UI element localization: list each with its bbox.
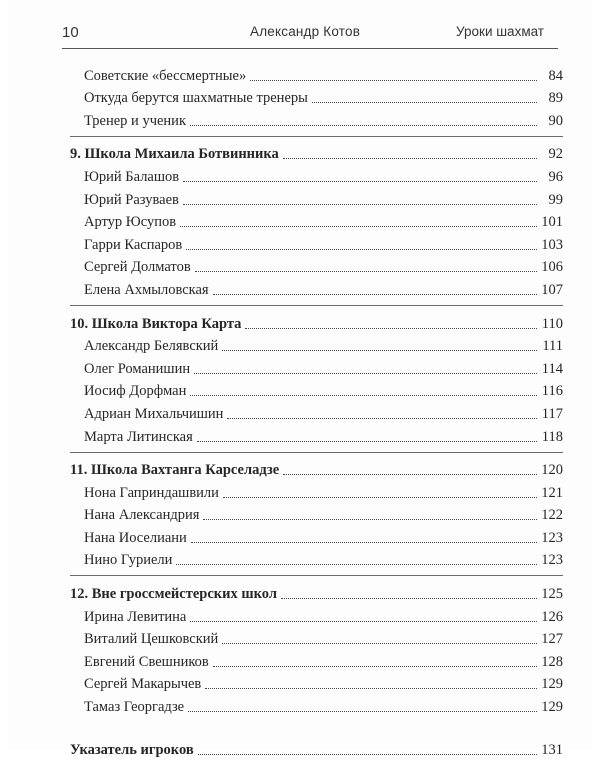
toc-entry-title: Гарри Каспаров [84,236,183,253]
dot-leader [176,564,537,565]
toc-index [70,735,563,758]
spacer [70,715,563,735]
toc-entry-title: Нана Александрия [84,507,200,524]
dot-leader [188,711,537,712]
header-book-title: Уроки шахмат [456,24,544,39]
toc-entry-title: Олег Романишин [84,360,191,377]
toc-entry-title: Советские «бессмертные» [84,67,247,84]
dot-leader [183,204,537,205]
toc-entry-page: 107 [541,281,563,298]
dot-leader [213,294,537,295]
toc-entry [70,185,563,208]
toc-entry-title: Елена Ахмыловская [84,281,209,298]
book-page [8,0,592,758]
toc-entry [70,162,563,185]
toc-entry [70,647,563,670]
toc-entry-title: Ирина Левитина [84,608,187,625]
dot-leader [222,350,537,351]
header-divider [62,48,558,49]
dot-leader [222,643,537,644]
toc-entry [70,692,563,715]
toc-entry [70,478,563,501]
toc-entry [70,106,563,129]
chapter-page: 120 [541,462,563,479]
index-page: 131 [541,741,563,758]
toc-entry-title: Иосиф Дорфман [84,383,187,400]
dot-leader [191,542,537,543]
toc-entry [70,501,563,524]
toc-entry [70,253,563,276]
toc-entry-page: 129 [541,676,563,693]
dot-leader [245,328,537,329]
dot-leader [195,271,537,272]
toc-entry-title: Юрий Разуваев [84,191,179,208]
toc-entry-page: 126 [541,608,563,625]
toc-entry-title: Нана Иоселиани [84,529,187,546]
toc-entry-page: 128 [541,653,563,670]
dot-leader [194,373,537,374]
dot-leader [203,519,537,520]
chapter-title: 11. Школа Вахтанга Карселадзе [70,462,280,479]
toc-entry-title: Юрий Балашов [84,168,180,185]
toc-entry-title: Тренер и ученик [84,112,186,129]
toc-entry-page: 101 [541,214,563,231]
toc-entry-title: Сергей Долматов [84,259,191,276]
toc-entry-title: Александр Белявский [84,338,219,355]
running-header [8,24,592,44]
toc-entry [70,399,563,422]
toc-entry-page: 111 [542,338,563,355]
toc-entry-page: 123 [541,552,563,569]
toc-entry-page: 129 [541,699,563,716]
section-divider [70,452,563,453]
toc-entry [70,625,563,648]
toc-entry [70,230,563,253]
dot-leader [190,395,537,396]
toc-entry [70,602,563,625]
toc-entry [70,523,563,546]
dot-leader [227,418,537,419]
toc-entry [70,208,563,231]
toc-chapter [70,579,563,602]
chapter-title: 10. Школа Виктора Карта [70,315,242,332]
dot-leader [223,497,537,498]
section-divider [70,305,563,306]
toc-chapter [70,309,563,332]
dot-leader [197,441,537,442]
dot-leader [205,688,537,689]
toc-entry-page: 123 [541,529,563,546]
toc-entry [70,546,563,569]
chapter-title: 9. Школа Михаила Ботвинника [70,146,279,163]
chapter-page: 110 [541,315,563,332]
toc-entry-title: Евгений Свешников [84,653,209,670]
toc-entry-page: 117 [541,405,563,422]
chapter-page: 125 [541,586,563,603]
toc-chapter [70,456,563,479]
dot-leader [180,226,537,227]
dot-leader [190,125,537,126]
dot-leader [190,621,537,622]
dot-leader [250,80,537,81]
chapter-page: 92 [548,146,563,163]
toc-entry-title: Тамаз Георгадзе [84,699,185,716]
toc-entry-page: 116 [541,383,563,400]
toc-entry-title: Откуда берутся шахматные тренеры [84,90,308,107]
toc-entry-title: Артур Юсупов [84,214,177,231]
toc-entry [70,377,563,400]
table-of-contents [70,61,563,758]
toc-entry-title: Нино Гуриели [84,552,173,569]
section-divider [70,575,563,576]
toc-entry-page: 121 [541,484,563,501]
toc-entry-page: 96 [548,168,563,185]
dot-leader [312,102,537,103]
chapter-title: 12. Вне гроссмейстерских школ [70,586,277,603]
dot-leader [283,474,537,475]
dot-leader [213,666,537,667]
toc-chapter [70,140,563,163]
toc-entry-page: 122 [541,507,563,524]
toc-entry [70,84,563,107]
page-number: 10 [62,24,79,41]
toc-entry-title: Адриан Михальчишин [84,405,224,422]
toc-entry-page: 127 [541,631,563,648]
toc-entry [70,422,563,445]
toc-entry [70,670,563,693]
toc-entry-page: 114 [541,360,563,377]
toc-entry-page: 118 [541,428,563,445]
toc-entry [70,354,563,377]
index-title: Указатель игроков [70,741,194,758]
dot-leader [183,181,537,182]
dot-leader [281,598,537,599]
dot-leader [198,754,537,755]
section-divider [70,136,563,137]
toc-entry-page: 103 [541,236,563,253]
dot-leader [186,249,537,250]
header-author: Александр Котов [250,24,361,39]
toc-entry [70,61,563,84]
toc-entry-title: Марта Литинская [84,428,193,445]
toc-entry-page: 106 [541,259,563,276]
toc-entry [70,275,563,298]
toc-entry-title: Сергей Макарычев [84,676,202,693]
dot-leader [283,158,537,159]
toc-entry-page: 84 [548,67,563,84]
toc-entry-title: Виталий Цешковский [84,631,219,648]
toc-entry-title: Нона Гаприндашвили [84,484,219,501]
toc-entry-page: 99 [548,191,563,208]
toc-entry-page: 90 [548,112,563,129]
toc-entry-page: 89 [548,90,563,107]
toc-entry [70,332,563,355]
